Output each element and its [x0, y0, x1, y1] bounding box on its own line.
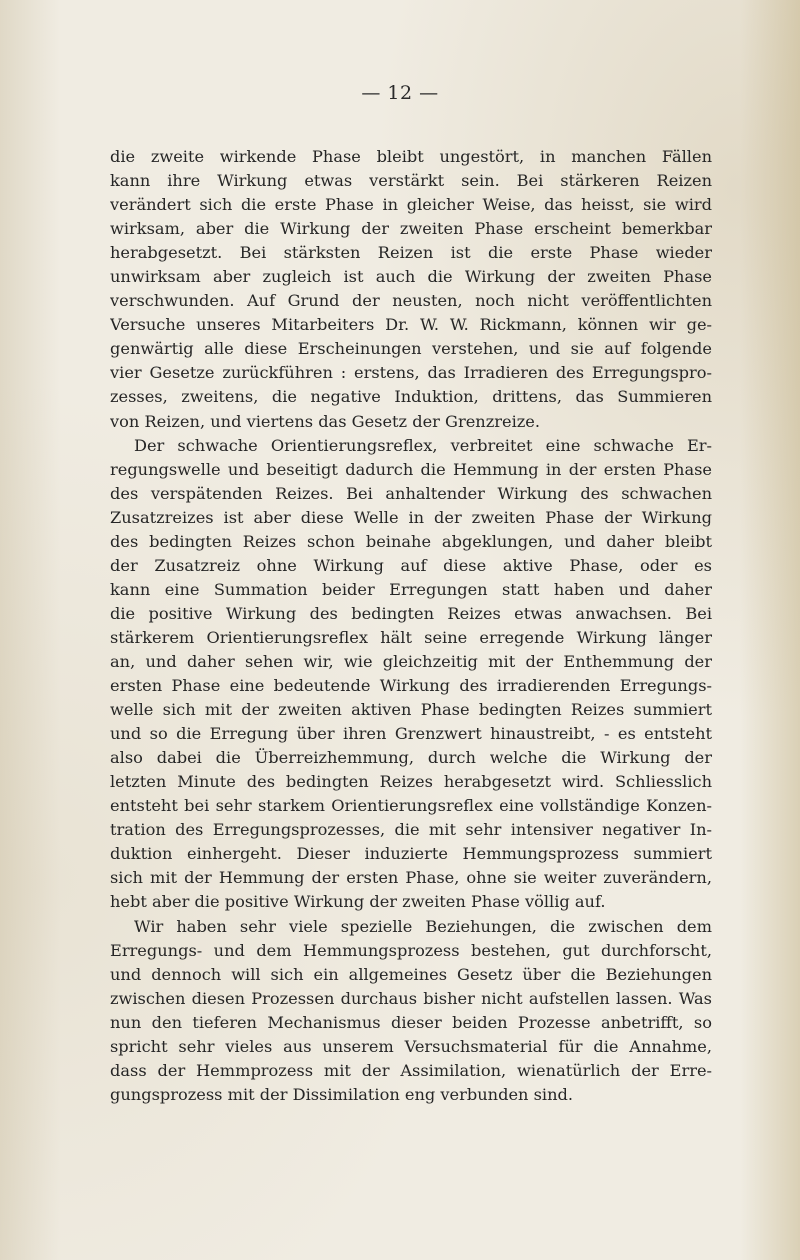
text-line: duktion einhergeht. Dieser induzierte Hemmungsprozess summiert: [110, 844, 712, 864]
text-line: gungsprozess mit der Dissimilation eng verbunden sind.: [110, 1084, 574, 1104]
text-line: kann eine Summation beider Erregungen statt haben und daher: [110, 579, 712, 599]
text-line: dass der Hemmprozess mit der Assimilation, wienatürlich der Erre-: [110, 1060, 712, 1080]
text-line: die zweite wirkende Phase bleibt ungestört, in manchen Fällen: [110, 147, 712, 166]
text-line: unwirksam aber zugleich ist auch die Wirkung der zweiten Phase: [110, 267, 712, 287]
text-line: tration des Erregungsprozesses, die mit sehr intensiver negativer In-: [110, 820, 712, 840]
page-number: — 12 —: [361, 82, 439, 104]
text-line: nun den tieferen Mechanismus dieser beiden Prozesse anbetrifft, so: [110, 1012, 712, 1032]
text-line: Versuche unseres Mitarbeiters Dr. W. W. Rickmann, können wir ge-: [110, 315, 712, 335]
text-line: an, und daher sehen wir, wie gleichzeitig mit der Enthemmung der: [110, 651, 712, 671]
text-line: welle sich mit der zweiten aktiven Phase bedingten Reizes summiert: [110, 700, 712, 720]
text-line: und so die Erregung über ihren Grenzwert hinaustreibt, - es entsteht: [110, 724, 712, 744]
text-line: herabgesetzt. Bei stärksten Reizen ist die erste Phase wieder: [110, 243, 712, 263]
text-line: zesses, zweitens, die negative Induktion, drittens, das Summieren: [110, 387, 712, 407]
text-line: wirksam, aber die Wirkung der zweiten Phase erscheint bemerkbar: [110, 219, 712, 239]
text-line: verschwunden. Auf Grund der neusten, noch nicht veröffentlichten: [110, 291, 712, 311]
text-line: kann ihre Wirkung etwas verstärkt sein. Bei stärkeren Reizen: [110, 171, 712, 191]
text-line: genwärtig alle diese Erscheinungen verstehen, und sie auf folgende: [110, 339, 712, 359]
text-line: zwischen diesen Prozessen durchaus bisher nicht aufstellen lassen. Was: [110, 988, 712, 1008]
text-line: regungswelle und beseitigt dadurch die Hemmung in der ersten Phase: [110, 459, 712, 479]
text-line: spricht sehr vieles aus unserem Versuchsmaterial für die Annahme,: [110, 1036, 712, 1056]
text-line: vier Gesetze zurückführen : erstens, das Irradieren des Erregungspro-: [110, 363, 712, 383]
text-line: und dennoch will sich ein allgemeines Gesetz über die Beziehungen: [110, 964, 712, 984]
text-line: stärkerem Orientierungsreflex hält seine erregende Wirkung länger: [110, 627, 712, 647]
body-text: [110, 145, 712, 1107]
text-line: sich mit der Hemmung der ersten Phase, ohne sie weiter zuverändern,: [110, 868, 712, 888]
text-line: verändert sich die erste Phase in gleicher Weise, das heisst, sie wird: [110, 195, 712, 215]
text-line: Erregungs- und dem Hemmungsprozess bestehen, gut durchforscht,: [110, 940, 712, 960]
text-line: Zusatzreizes ist aber diese Welle in der zweiten Phase der Wirkung: [110, 507, 712, 527]
text-line: ersten Phase eine bedeutende Wirkung des irradierenden Erregungs-: [110, 676, 712, 696]
text-line: Wir haben sehr viele spezielle Beziehungen, die zwischen dem: [134, 916, 712, 936]
text-line: hebt aber die positive Wirkung der zweiten Phase völlig auf.: [110, 892, 606, 912]
text-line: des verspätenden Reizes. Bei anhaltender Wirkung des schwachen: [110, 483, 712, 503]
text-line: entsteht bei sehr starkem Orientierungsreflex eine vollständige Konzen-: [110, 796, 712, 816]
text-line: der Zusatzreiz ohne Wirkung auf diese aktive Phase, oder es: [110, 555, 712, 575]
text-line: von Reizen, und viertens das Gesetz der Grenzreize.: [110, 411, 541, 431]
text-line: die positive Wirkung des bedingten Reizes etwas anwachsen. Bei: [110, 603, 712, 623]
text-line: letzten Minute des bedingten Reizes herabgesetzt wird. Schliesslich: [110, 772, 712, 792]
text-line: also dabei die Überreizhemmung, durch welche die Wirkung der: [110, 748, 712, 768]
text-line: Der schwache Orientierungsreflex, verbreitet eine schwache Er-: [134, 435, 712, 455]
text-line: des bedingten Reizes schon beinahe abgeklungen, und daher bleibt: [110, 531, 712, 551]
